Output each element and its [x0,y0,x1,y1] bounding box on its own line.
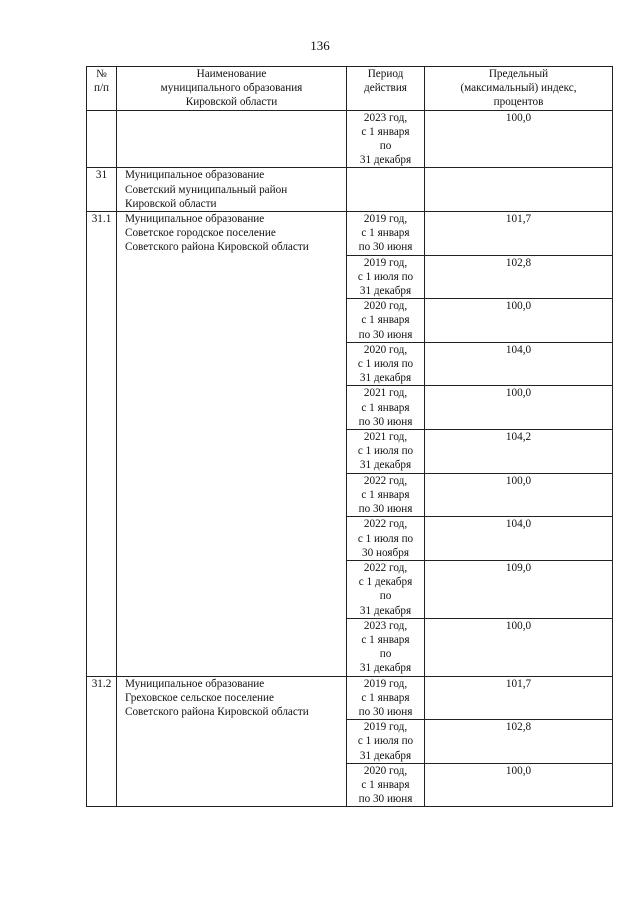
validity-period-line: 31 декабря [359,372,412,385]
validity-period-line: по [379,590,392,603]
max-index-value [425,168,613,212]
validity-period [347,430,425,474]
validity-period-line: с 1 января [361,314,410,327]
validity-period-line: по 30 июня [358,328,413,341]
validity-period-line: 31 декабря [359,154,412,167]
max-index-value: 100,0 [425,110,613,168]
table-body [87,110,613,807]
header-name-line: Кировской области [185,96,278,109]
validity-period-line: 30 ноября [362,546,409,559]
validity-period-line: по [379,140,392,153]
validity-period-line: 2021 год, [363,387,408,400]
row-number [87,110,117,168]
validity-period-line: 31 декабря [359,459,412,472]
validity-period [347,342,425,386]
table-row [87,168,613,212]
max-index-value: 104,0 [425,517,613,561]
row-number: 31.2 [87,676,117,807]
tariff-index-table [86,66,613,807]
table-row [87,212,613,256]
validity-period-line: 2022 год, [363,561,408,574]
validity-period-line: с 1 января [361,633,410,646]
validity-period-line: 31 декабря [359,285,412,298]
max-index-value: 102,8 [425,720,613,764]
validity-period-line [349,168,422,182]
header-period-line: действия [364,82,407,95]
validity-period-line: 2021 год, [363,431,408,444]
validity-period [347,168,425,212]
validity-period [347,255,425,299]
header-num-line: п/п [93,82,110,95]
max-index-value: 109,0 [425,560,613,618]
validity-period-line: 2022 год, [363,518,408,531]
header-index-line: (максимальный) индекс, [460,82,577,95]
validity-period [347,560,425,618]
validity-period-line: по 30 июня [358,793,413,806]
header-num [87,67,117,111]
validity-period-line: по 30 июня [358,705,413,718]
max-index-value: 104,0 [425,342,613,386]
validity-period-line: по 30 июня [358,415,413,428]
validity-period-line: 2019 год, [363,213,408,226]
validity-period-line [349,183,422,197]
max-index-value: 101,7 [425,676,613,720]
validity-period [347,473,425,517]
validity-period-line: с 1 января [361,778,410,791]
header-num-line: № [96,68,107,80]
municipality-name [117,212,347,677]
validity-period-line: по 30 июня [358,241,413,254]
row-number: 31.1 [87,212,117,677]
validity-period-line: 2020 год, [363,300,408,313]
table-row [87,110,613,168]
validity-period-line: с 1 января [361,125,410,138]
max-index-value: 100,0 [425,386,613,430]
validity-period-line: с 1 июля по [357,532,414,545]
max-index-value: 102,8 [425,255,613,299]
municipality-name [117,676,347,807]
validity-period-line: с 1 июля по [357,735,414,748]
municipality-name-line: Муниципальное образование [125,213,265,226]
max-index-value: 100,0 [425,473,613,517]
validity-period-line: 31 декабря [359,662,412,675]
page-number: 136 [310,38,330,53]
header-index-line: процентов [493,96,544,109]
municipality-name-line: Советский муниципальный район [125,183,288,196]
validity-period-line: с 1 января [361,488,410,501]
header-name [117,67,347,111]
validity-period [347,618,425,676]
municipality-name [117,110,347,168]
validity-period-line: по [379,648,392,661]
max-index-value: 100,0 [425,299,613,343]
municipality-name [117,168,347,212]
max-index-value: 101,7 [425,212,613,256]
validity-period-line: 2020 год, [363,343,408,356]
table-row [87,676,613,720]
validity-period-line: 2022 год, [363,474,408,487]
validity-period-line: 2020 год, [363,764,408,777]
validity-period-line: по 30 июня [358,503,413,516]
validity-period-line: с 1 декабря [358,576,413,589]
validity-period [347,299,425,343]
table-header-row [87,67,613,111]
validity-period-line: 31 декабря [359,604,412,617]
validity-period [347,676,425,720]
validity-period [347,110,425,168]
validity-period-line [349,197,422,211]
validity-period-line: с 1 января [361,691,410,704]
validity-period [347,720,425,764]
validity-period-line: 2023 год, [363,619,408,632]
header-name-line: муниципального образования [160,82,303,95]
header-index-line: Предельный [488,68,549,80]
municipality-name-line: Советского района Кировской области [125,241,309,254]
validity-period-line: 31 декабря [359,749,412,762]
municipality-name-line: Советское городское поселение [125,227,276,240]
municipality-name-line: Муниципальное образование [125,677,265,690]
header-index [425,67,613,111]
header-name-line: Наименование [196,68,267,80]
validity-period-line: с 1 января [361,227,410,240]
max-index-value: 100,0 [425,618,613,676]
validity-period [347,517,425,561]
municipality-name-line: Советского района Кировской области [125,705,309,718]
row-number: 31 [87,168,117,212]
validity-period [347,386,425,430]
validity-period-line: 2019 год, [363,677,408,690]
validity-period-line: с 1 января [361,401,410,414]
validity-period-line: 2019 год, [363,721,408,734]
header-period [347,67,425,111]
validity-period [347,763,425,807]
validity-period-line: с 1 июля по [357,445,414,458]
validity-period-line: 2023 год, [363,111,408,124]
validity-period-line: с 1 июля по [357,270,414,283]
municipality-name-line: Греховское сельское поселение [125,691,274,704]
max-index-value: 104,2 [425,430,613,474]
municipality-name-line: Муниципальное образование [125,169,265,182]
max-index-value: 100,0 [425,763,613,807]
municipality-name-line: Кировской области [125,197,217,210]
validity-period [347,212,425,256]
validity-period-line: с 1 июля по [357,358,414,371]
validity-period-line: 2019 год, [363,256,408,269]
header-period-line: Период [367,68,404,80]
